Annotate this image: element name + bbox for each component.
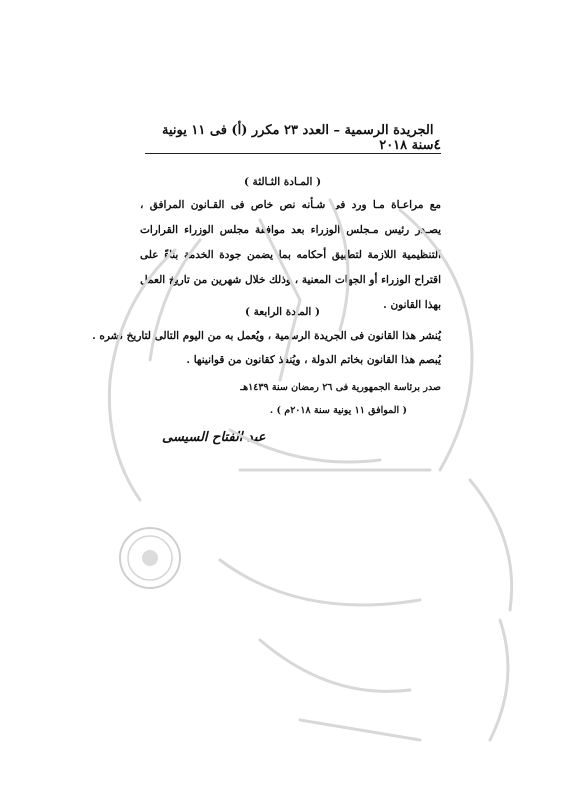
article-3-heading: ( المـادة الثـالثة )	[243, 176, 322, 188]
issuance-date-hijri: صدر برئاسة الجمهورية فى ٢٦ رمضان سنة ١٤٣٩هـ	[240, 382, 441, 393]
president-signature: عبد الفتاح السيسى	[162, 430, 266, 445]
page-number: ٤	[433, 137, 441, 153]
issuance-date-gregorian: ( الموافق ١١ يونية سنة ٢٠١٨م ) .	[269, 405, 407, 416]
article-3-text: مع مراعـاة مـا ورد فى شـأنه نص خاص فى القـانون المرافق ، يصـدر رئيس مـجلس الوزراء بعد موافقة مجلس الوزراء القرارات التنظيمية اللازمة لتطبيق أحكامه بما يضمن جودة الخدمة بناءً على اقتراح الوزراء أو الجهات المعنية ، وذلك خلال شهرين من تاريخ العمل بهذا القانون .	[140, 199, 441, 311]
article-4-line-1: يُنشر هذا القانون فى الجريدة الرسمية ، ويُعمل به من اليوم التالى لتاريخ نشره .	[92, 330, 441, 342]
article-4-heading: ( المادة الرابعة )	[245, 306, 320, 318]
gazette-title: الجريدة الرسمية – العدد ٢٣ مكرر (أ) فى ١١ يونية سنة ٢٠١٨	[161, 123, 434, 153]
article-4-line-2: يُبصم هذا القانون بخاتم الدولة ، ويُنفذ كقانون من قوانينها .	[186, 354, 441, 366]
page-header	[145, 123, 441, 154]
